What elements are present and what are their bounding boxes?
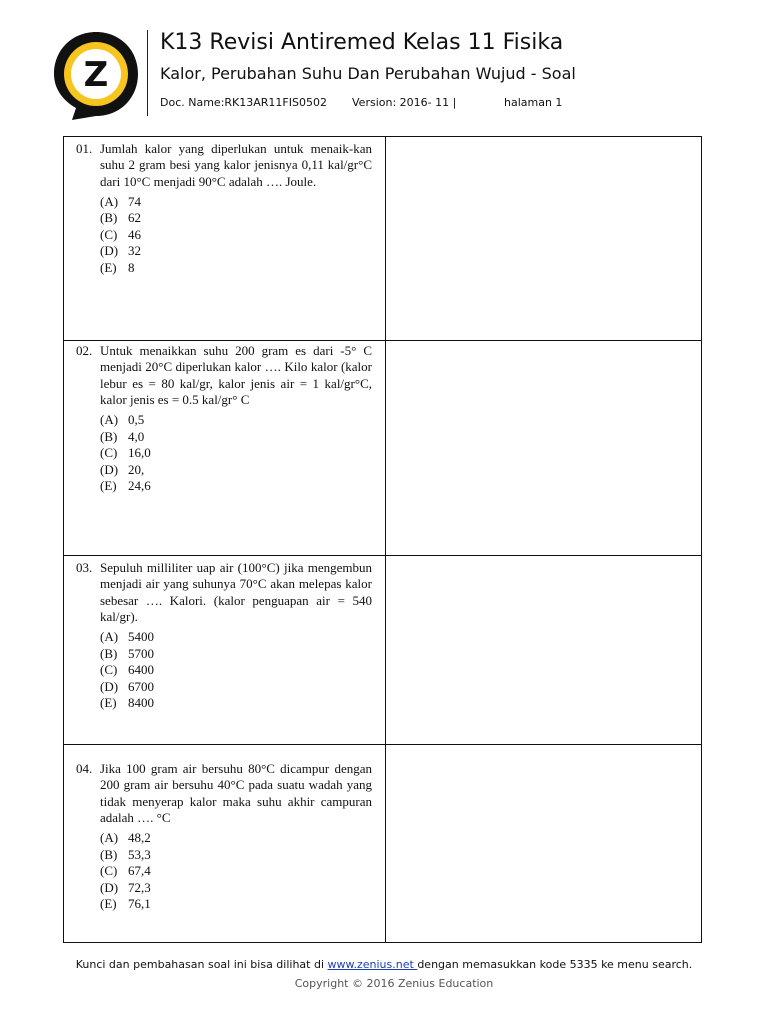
question-text: Sepuluh milliliter uap air (100°C) jika mengembun menjadi air yang suhunya 70°C akan melepas kalor sebesar …. Kalori. (kalor penguapan air = 540 kal/gr). xyxy=(100,560,372,624)
document-subtitle: Kalor, Perubahan Suhu Dan Perubahan Wujud - Soal xyxy=(160,64,576,83)
option-d: (D) 6700 xyxy=(100,678,154,694)
copyright-text: Copyright © 2016 Zenius Education xyxy=(294,977,494,990)
answer-options xyxy=(100,830,372,913)
column-divider xyxy=(385,137,386,942)
question-1 xyxy=(76,141,372,276)
zenius-logo-icon xyxy=(52,30,140,122)
answer-options xyxy=(100,194,372,277)
option-e: (E) 76,1 xyxy=(100,896,151,912)
footer-text-before: Kunci dan pembahasan soal ini bisa dilihat di xyxy=(75,958,328,971)
question-text: Untuk menaikkan suhu 200 gram es dari -5° C menjadi 20°C diperlukan kalor …. Kilo kalor (kalor lebur es = 80 kal/gr, kalor jenis air = 1 kal/gr°C, kalor jenis es = 0.5 kal/gr° C xyxy=(100,343,372,407)
answer-options xyxy=(100,629,372,712)
answer-options xyxy=(100,412,372,495)
footer-note xyxy=(0,958,768,971)
option-c: (C) 16,0 xyxy=(100,445,151,461)
option-a: (A) 0,5 xyxy=(100,412,145,428)
option-b: (B) 5700 xyxy=(100,645,154,661)
option-d: (D) 72,3 xyxy=(100,879,151,895)
question-2 xyxy=(76,343,372,495)
option-c: (C) 6400 xyxy=(100,662,154,678)
option-a: (A) 5400 xyxy=(100,629,154,645)
option-a: (A) 74 xyxy=(100,193,141,209)
option-e: (E) 8400 xyxy=(100,695,154,711)
logo-letter: Z xyxy=(83,55,109,95)
document-title: K13 Revisi Antiremed Kelas 11 Fisika xyxy=(160,30,564,55)
option-c: (C) 67,4 xyxy=(100,863,151,879)
option-e: (E) 24,6 xyxy=(100,478,151,494)
page-number: halaman 1 xyxy=(504,96,563,109)
doc-name: Doc. Name:RK13AR11FIS0502 xyxy=(160,96,327,109)
option-b: (B) 53,3 xyxy=(100,846,151,862)
row-divider xyxy=(64,555,701,556)
doc-version: Version: 2016- 11 | xyxy=(352,96,457,109)
option-b: (B) 62 xyxy=(100,210,141,226)
question-4 xyxy=(76,761,372,913)
zenius-link[interactable]: www.zenius.net xyxy=(327,958,418,971)
row-divider xyxy=(64,744,701,745)
question-3 xyxy=(76,560,372,712)
option-d: (D) 20, xyxy=(100,461,145,477)
option-e: (E) 8 xyxy=(100,259,135,275)
question-number: 01. xyxy=(76,141,93,156)
footer-text-after: dengan memasukkan kode 5335 ke menu search. xyxy=(417,958,693,971)
row-divider xyxy=(64,340,701,341)
question-number: 03. xyxy=(76,560,93,575)
option-d: (D) 32 xyxy=(100,243,141,259)
option-c: (C) 46 xyxy=(100,226,141,242)
option-a: (A) 48,2 xyxy=(100,830,151,846)
question-text: Jika 100 gram air bersuhu 80°C dicampur dengan 200 gram air bersuhu 40°C pada suatu wadah yang tidak menyerap kalor maka suhu akhir campuran adalah …. °C xyxy=(100,761,372,825)
question-number: 02. xyxy=(76,343,93,358)
question-text: Jumlah kalor yang diperlukan untuk menaik-kan suhu 2 gram besi yang kalor jenisnya 0,11 kal/gr°C dari 10°C menjadi 90°C adalah …. Joule. xyxy=(100,141,372,189)
header-divider xyxy=(147,30,148,116)
option-b: (B) 4,0 xyxy=(100,428,145,444)
question-table xyxy=(63,136,702,943)
question-number: 04. xyxy=(76,761,93,776)
